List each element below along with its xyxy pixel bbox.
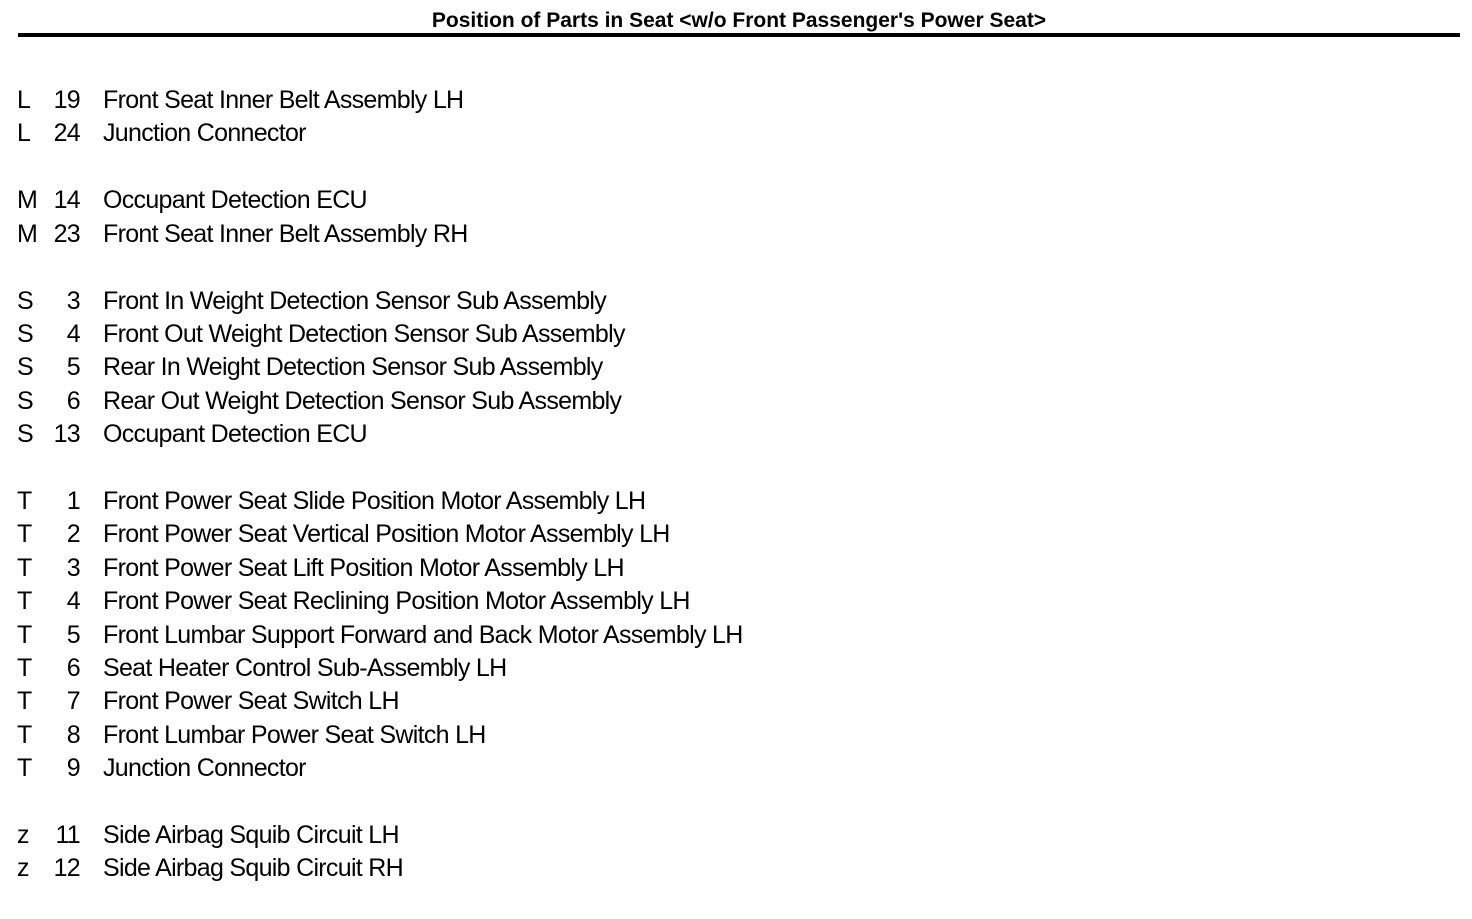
parts-group-t (0, 485, 1100, 786)
part-name: Front Lumbar Support Forward and Back Motor Assembly LH (103, 620, 743, 649)
connector-number: 11 (55, 821, 80, 850)
part-row (0, 719, 1100, 752)
part-row (0, 685, 1100, 718)
part-row (0, 318, 1100, 351)
connector-number: 4 (66, 319, 80, 348)
connector-code: S (17, 319, 33, 348)
part-name: Side Airbag Squib Circuit LH (103, 821, 399, 850)
part-name: Front Lumbar Power Seat Switch LH (103, 720, 486, 749)
connector-code: T (17, 620, 32, 649)
part-row (0, 552, 1100, 585)
part-name: Occupant Detection ECU (103, 186, 367, 215)
part-row (0, 619, 1100, 652)
part-row (0, 285, 1100, 318)
connector-code: T (17, 520, 32, 549)
part-name: Junction Connector (103, 754, 306, 783)
connector-number: 2 (66, 520, 80, 549)
part-row (0, 184, 1100, 217)
connector-code: T (17, 553, 32, 582)
connector-number: 8 (66, 720, 80, 749)
connector-code: T (17, 653, 32, 682)
connector-number: 3 (66, 553, 80, 582)
parts-list (0, 84, 1100, 919)
parts-group-s (0, 285, 1100, 452)
part-row (0, 385, 1100, 418)
connector-number: 12 (53, 854, 80, 883)
connector-number: 19 (53, 86, 80, 114)
connector-code: S (17, 420, 33, 449)
connector-number: 3 (66, 286, 80, 315)
connector-code: T (17, 587, 32, 616)
part-name: Front Power Seat Switch LH (103, 687, 399, 716)
part-name: Front Power Seat Slide Position Motor Assembly LH (103, 487, 646, 516)
part-name: Front Out Weight Detection Sensor Sub Assembly (103, 319, 625, 348)
part-row (0, 351, 1100, 384)
part-row (0, 117, 1100, 150)
connector-number: 9 (66, 754, 80, 783)
part-name: Front Power Seat Reclining Position Motor Assembly LH (103, 587, 690, 616)
part-name: Front In Weight Detection Sensor Sub Assembly (103, 286, 607, 315)
part-row (0, 585, 1100, 618)
part-name: Front Seat Inner Belt Assembly RH (103, 219, 468, 248)
part-name: Front Power Seat Lift Position Motor Assembly LH (103, 553, 624, 582)
connector-code: T (17, 720, 32, 749)
connector-code: S (17, 386, 33, 415)
parts-group-l (0, 84, 1100, 151)
part-name: Junction Connector (103, 119, 306, 148)
part-row (0, 518, 1100, 551)
part-name: Occupant Detection ECU (103, 420, 367, 449)
connector-code: S (17, 353, 33, 382)
part-row (0, 84, 1100, 117)
connector-code: T (17, 487, 32, 516)
part-row (0, 418, 1100, 451)
part-name: Rear Out Weight Detection Sensor Sub Assembly (103, 386, 622, 415)
part-row (0, 752, 1100, 785)
connector-number: 24 (53, 119, 80, 148)
parts-group-m (0, 184, 1100, 251)
part-name: Rear In Weight Detection Sensor Sub Assembly (103, 353, 603, 382)
parts-group-z (0, 819, 1100, 886)
connector-number: 4 (66, 587, 80, 616)
connector-number: 1 (66, 487, 80, 516)
connector-number: 6 (66, 386, 80, 415)
part-row (0, 652, 1100, 685)
connector-number: 6 (66, 653, 80, 682)
connector-code: T (17, 754, 32, 783)
connector-number: 13 (53, 420, 80, 449)
part-name: Front Seat Inner Belt Assembly LH (103, 86, 464, 114)
connector-number: 7 (66, 687, 80, 716)
part-row (0, 819, 1100, 852)
part-row (0, 218, 1100, 251)
part-name: Side Airbag Squib Circuit RH (103, 854, 403, 883)
connector-number: 23 (53, 219, 80, 248)
connector-code: L (17, 119, 31, 148)
part-row (0, 852, 1100, 885)
connector-code: T (17, 687, 32, 716)
part-name: Seat Heater Control Sub-Assembly LH (103, 653, 507, 682)
connector-number: 14 (53, 186, 80, 215)
page-title: Position of Parts in Seat <w/o Front Passenger's Power Seat> (431, 9, 1047, 32)
connector-code: M (17, 186, 38, 215)
connector-number: 5 (66, 353, 80, 382)
connector-code: S (17, 286, 33, 315)
part-row (0, 485, 1100, 518)
connector-code: M (17, 219, 38, 248)
connector-code: z (17, 821, 29, 850)
title-divider (18, 33, 1460, 37)
connector-code: L (17, 86, 31, 114)
part-name: Front Power Seat Vertical Position Motor Assembly LH (103, 520, 670, 549)
connector-number: 5 (66, 620, 80, 649)
connector-code: z (17, 854, 29, 883)
